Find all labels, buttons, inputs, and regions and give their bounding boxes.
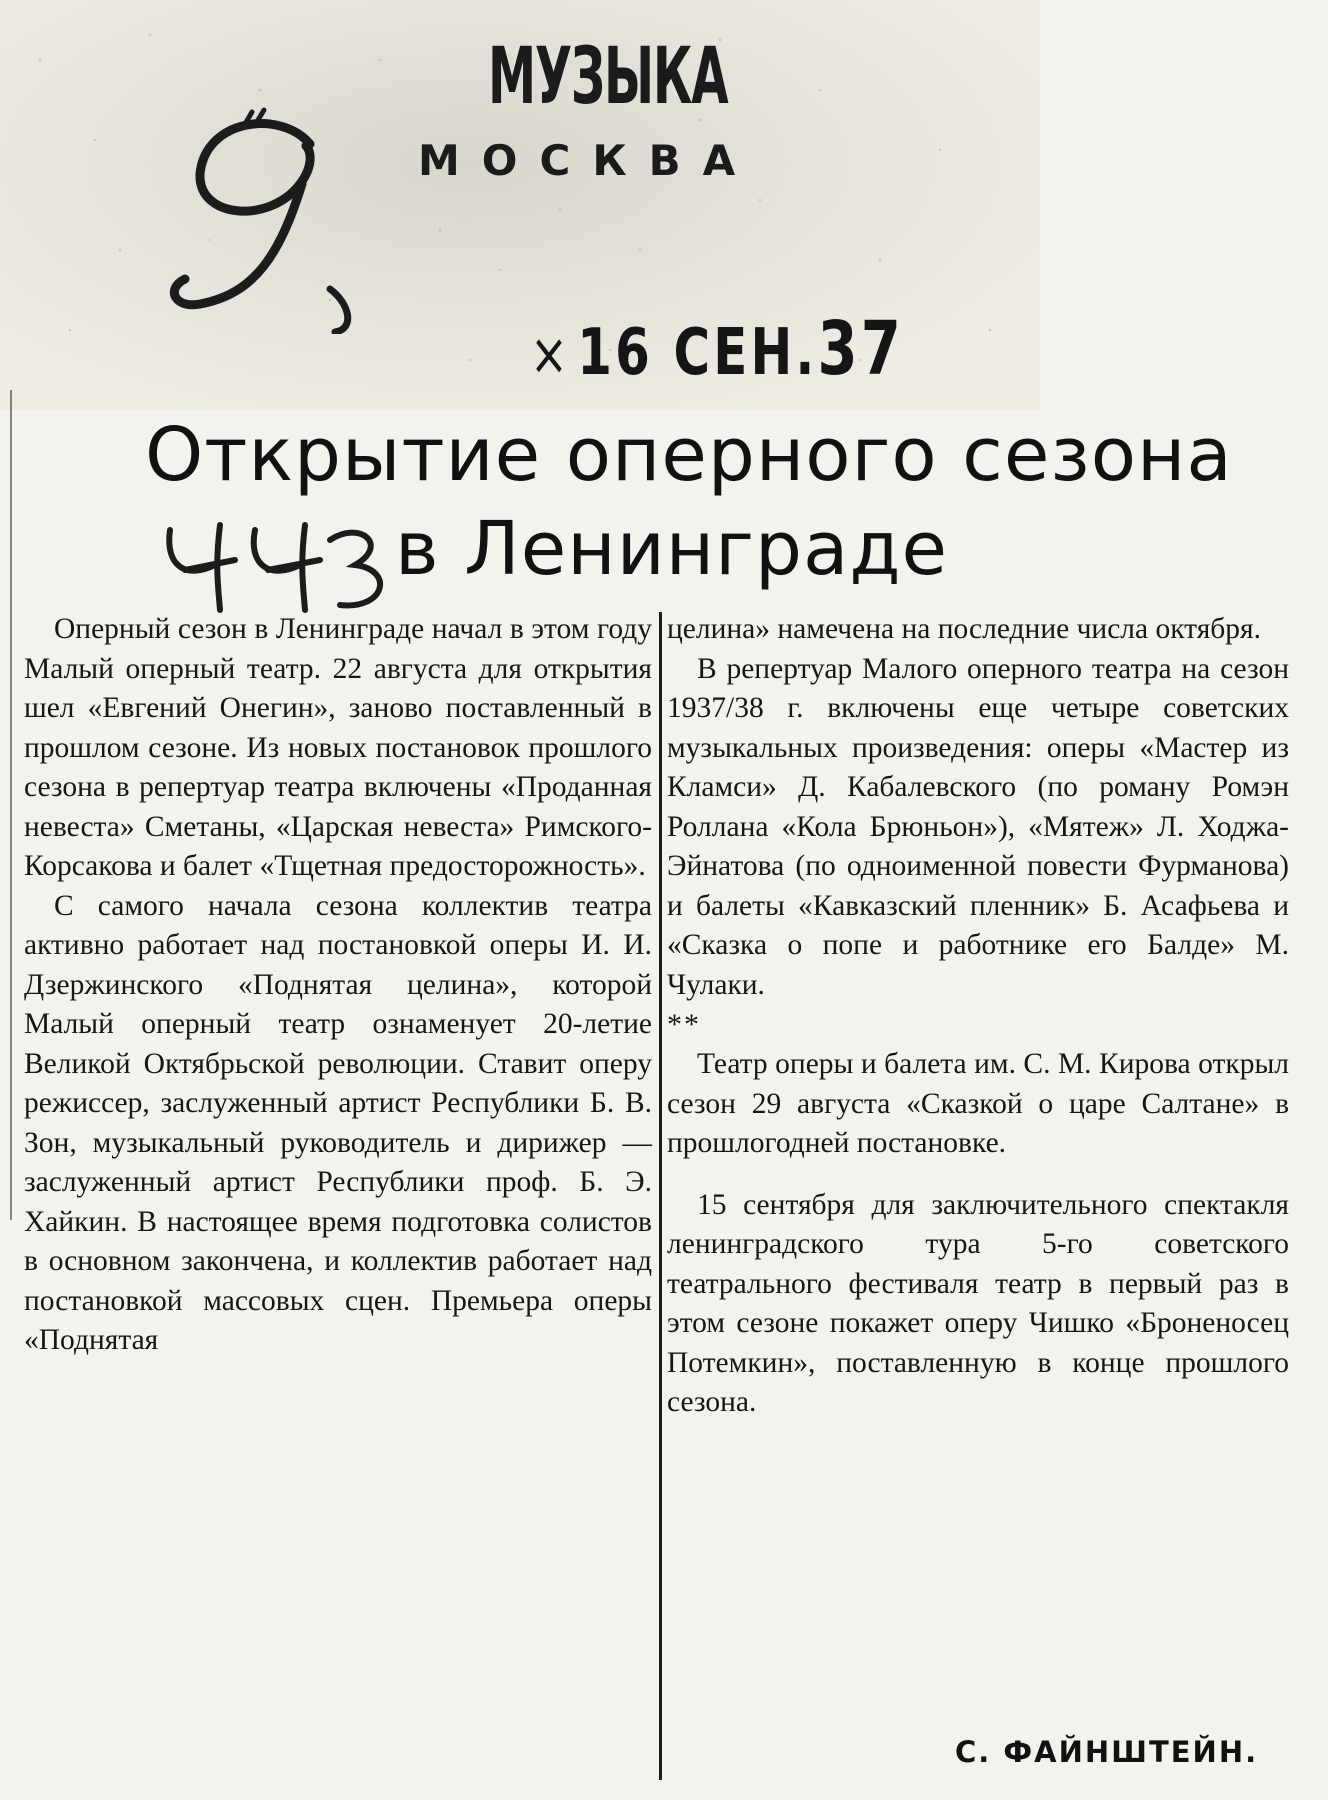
paragraph: В репертуар Малого оперного театра на сезон 1937/38 г. включены еще четыре советских музыкальных произведения: оперы «Мастер из Кламси» Д. Кабалевского (по роману Ромэн Роллана «Кола Брюньон»), «Мятеж» Л. Ходжа-Эйнатова (по одноименной повести Фурманова) и балеты «Кавказский пленник» Б. Асафьева и «Сказка о попе и работнике его Балде» М. Чулаки. xyxy=(667,652,1289,1001)
author-signature: С. ФАЙНШТЕЙН. xyxy=(955,1735,1259,1769)
headline-line-1: Открытие оперного сезона xyxy=(145,412,1233,498)
handwritten-inventory-443-icon xyxy=(160,510,395,620)
article-right-column xyxy=(667,610,1289,1423)
section-stamp: МУЗЫКА xyxy=(488,32,728,122)
paragraph: Оперный сезон в Ленинграде начал в этом году Малый оперный театр. 22 августа для открытия шел «Евгений Онегин», заново поставленный в прошлом сезоне. Из новых постановок прошлого сезона в репертуар театра включены «Проданная невеста» Сметаны, «Царская невеста» Римского-Корсакова и балет «Тщетная предосторожность». xyxy=(24,613,652,882)
paragraph: целина» намечена на последние числа октября. xyxy=(667,613,1261,645)
clipping-header-area xyxy=(0,0,1040,410)
date-stamp xyxy=(530,306,905,392)
left-margin-rule xyxy=(10,390,12,1220)
city-stamp: МОСКВА xyxy=(418,136,758,185)
handwritten-number-9-icon xyxy=(160,104,370,334)
paragraph: Театр оперы и балета им. С. М. Кирова открыл сезон 29 августа «Сказкой о царе Салтане» в прошлогодней постановке. xyxy=(667,1048,1289,1159)
article-left-column xyxy=(24,610,652,1361)
paragraph: С самого начала сезона коллектив театра активно работает над постановкой оперы И. И. Дзержинского «Поднятая целина», которой Малый оперный театр ознаменует 20-летие Великой Октябрьской революции. Ставит оперу режиссер, заслуженный артист Республики Б. В. Зон, музыкальный руководитель и дирижер — заслуженный артист Республики проф. Б. Э. Хайкин. В настоящее время подготовка солистов в основном закончена, и коллектив работает над постановкой массовых сцен. Премьера оперы «Поднятая xyxy=(24,889,652,1356)
headline-line-2: в Ленинграде xyxy=(395,506,949,592)
date-day-month: 16 СЕН. xyxy=(577,316,818,390)
paragraph: 15 сентября для заключительного спектакля ленинградского тура 5-го советского театрального фестиваля театр в первый раз в этом сезоне покажет оперу Чишко «Броненосец Потемкин», поставленную в конце прошлого сезона. xyxy=(667,1188,1289,1418)
column-divider xyxy=(659,612,662,1780)
section-separator: ** xyxy=(667,1008,701,1041)
date-mark: × xyxy=(530,320,572,388)
date-year: 37 xyxy=(817,306,905,392)
